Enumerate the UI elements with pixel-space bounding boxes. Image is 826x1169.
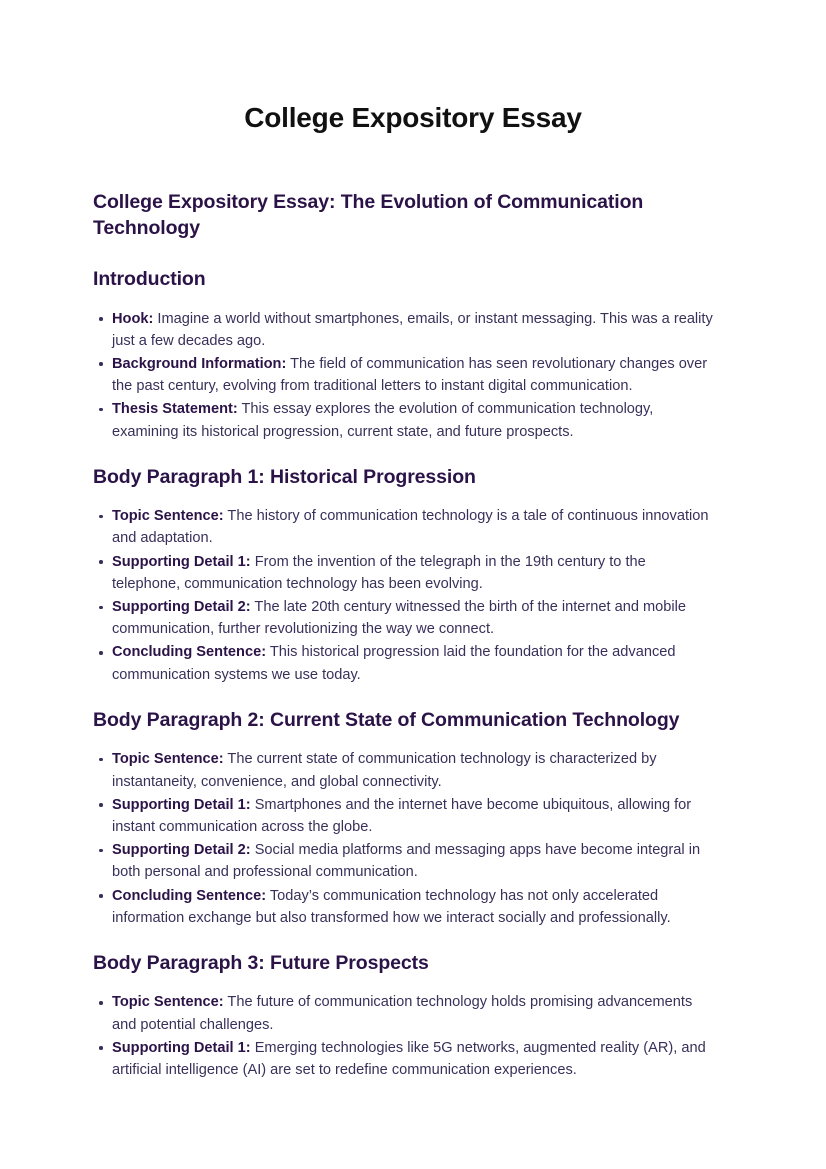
bullet-text: The current state of communication technology is characterized by instantaneity, convenience, and global connectivity. bbox=[112, 751, 657, 790]
bullet-label: Topic Sentence: bbox=[112, 751, 224, 768]
bullet-label: Background Information: bbox=[112, 355, 287, 372]
bullet-text: This historical progression laid the foundation for the advanced communication systems we use today. bbox=[112, 644, 676, 683]
list-item bbox=[93, 794, 715, 838]
essay-title: College Expository Essay: The Evolution of Communication Technology bbox=[93, 191, 644, 239]
sections-container bbox=[93, 267, 715, 1081]
list-item bbox=[93, 991, 715, 1035]
bullet-text: The future of communication technology holds promising advancements and potential challenges. bbox=[112, 994, 693, 1033]
essay-section bbox=[93, 465, 715, 686]
list-item bbox=[93, 308, 715, 352]
list-item bbox=[93, 398, 715, 442]
bullet-text: Today’s communication technology has not only accelerated information exchange but also transformed how we interact socially and professionally. bbox=[112, 887, 671, 926]
bullet-text: The field of communication has seen revolutionary changes over the past century, evolving from traditional letters to instant digital communication. bbox=[112, 355, 708, 395]
bullet-list bbox=[93, 748, 715, 929]
bullet-text: Smartphones and the internet have become ubiquitous, allowing for instant communication across the globe. bbox=[112, 796, 692, 835]
bullet-text: This essay explores the evolution of communication technology, examining its historical progression, current state, and future prospects. bbox=[112, 401, 654, 440]
bullet-label: Concluding Sentence: bbox=[112, 887, 267, 904]
bullet-label: Thesis Statement: bbox=[112, 401, 238, 418]
bullet-text: Imagine a world without smartphones, emails, or instant messaging. This was a reality just a few decades ago. bbox=[112, 310, 713, 349]
bullet-label: Topic Sentence: bbox=[112, 994, 224, 1011]
list-item bbox=[93, 505, 715, 549]
bullet-list bbox=[93, 308, 715, 443]
bullet-label: Supporting Detail 2: bbox=[112, 842, 251, 859]
list-item bbox=[93, 748, 715, 792]
essay-section bbox=[93, 708, 715, 929]
list-item bbox=[93, 839, 715, 883]
bullet-text: The history of communication technology is a tale of continuous innovation and adaptation. bbox=[112, 508, 709, 547]
bullet-label: Hook: bbox=[112, 310, 154, 327]
bullet-text: From the invention of the telegraph in the 19th century to the telephone, communication technology has been evolving. bbox=[112, 553, 646, 592]
list-item bbox=[93, 596, 715, 640]
section-heading: Body Paragraph 2: Current State of Communication Technology bbox=[93, 708, 680, 731]
page-title: College Expository Essay bbox=[244, 102, 582, 133]
bullet-list bbox=[93, 991, 715, 1081]
bullet-label: Supporting Detail 1: bbox=[112, 796, 251, 813]
bullet-label: Supporting Detail 1: bbox=[112, 553, 251, 570]
list-item bbox=[93, 1037, 715, 1081]
section-heading: Body Paragraph 3: Future Prospects bbox=[93, 951, 429, 974]
list-item bbox=[93, 641, 715, 685]
bullet-text: The late 20th century witnessed the birth of the internet and mobile communication, further revolutionizing the way we connect. bbox=[112, 599, 687, 638]
bullet-label: Concluding Sentence: bbox=[112, 644, 267, 661]
bullet-label: Supporting Detail 2: bbox=[112, 599, 251, 616]
list-item bbox=[93, 353, 715, 397]
section-heading: Introduction bbox=[93, 268, 206, 290]
essay-section bbox=[93, 951, 715, 1081]
document-body bbox=[93, 190, 715, 1103]
section-heading: Body Paragraph 1: Historical Progression bbox=[93, 465, 476, 488]
bullet-list bbox=[93, 505, 715, 686]
bullet-text: Emerging technologies like 5G networks, augmented reality (AR), and artificial intelligence (AI) are set to redefine communication experiences. bbox=[112, 1039, 706, 1079]
list-item bbox=[93, 885, 715, 929]
bullet-label: Supporting Detail 1: bbox=[112, 1039, 251, 1056]
essay-section bbox=[93, 267, 715, 443]
bullet-label: Topic Sentence: bbox=[112, 508, 224, 525]
bullet-text: Social media platforms and messaging apps have become integral in both personal and professional communication. bbox=[112, 842, 701, 881]
list-item bbox=[93, 551, 715, 595]
